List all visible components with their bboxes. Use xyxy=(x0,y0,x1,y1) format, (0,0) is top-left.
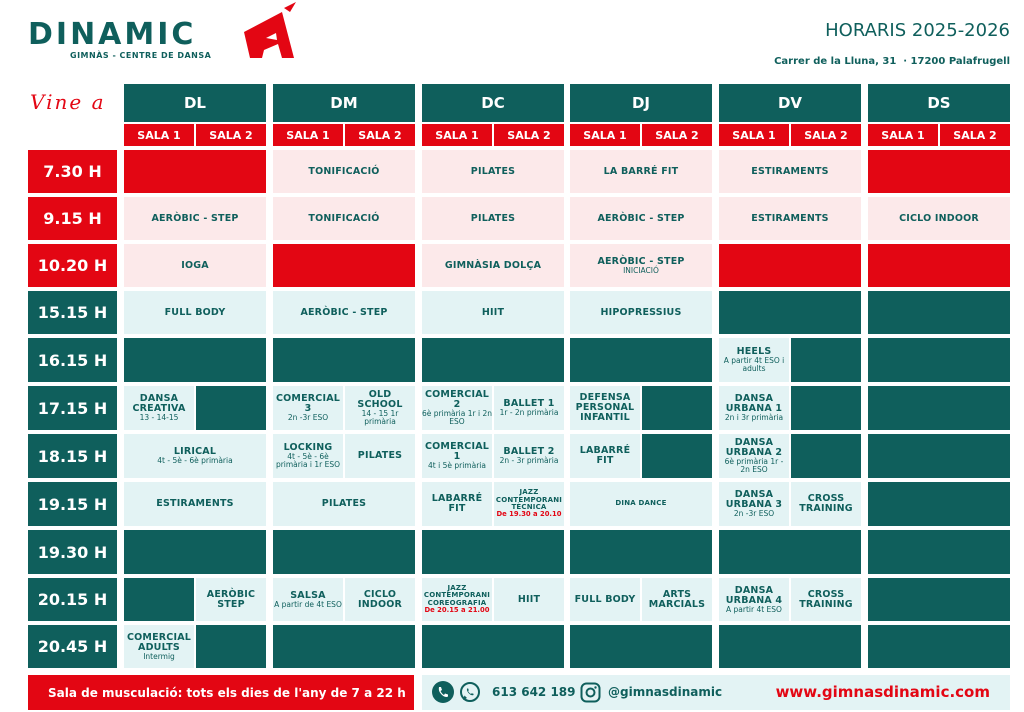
class-slot: LA BARRÉ FIT xyxy=(570,150,712,193)
empty-slot xyxy=(868,434,1010,478)
sala-header: SALA 2 xyxy=(494,124,564,146)
class-slot: AERÒBIC STEP xyxy=(196,578,266,621)
class-slot: LOCKING 4t - 5è - 6è primària i 1r ESO xyxy=(273,434,343,478)
day-header-dm: DM xyxy=(273,84,415,122)
class-slot: ESTIRAMENTS xyxy=(719,150,861,193)
class-slot: AERÒBIC - STEP xyxy=(570,197,712,240)
class-slot: PILATES xyxy=(273,482,415,526)
class-slot: LIRICAL 4t - 5è - 6è primària xyxy=(124,434,266,478)
class-slot: PILATES xyxy=(422,150,564,193)
sala-header: SALA 2 xyxy=(791,124,861,146)
empty-slot xyxy=(868,386,1010,430)
empty-slot xyxy=(124,578,194,621)
logo-subtitle: GIMNÀS - CENTRE DE DANSA xyxy=(70,51,212,60)
empty-slot xyxy=(868,150,1010,193)
sala-header: SALA 1 xyxy=(719,124,789,146)
class-slot: DANSA URBANA 3 2n -3r ESO xyxy=(719,482,789,526)
gym-notice-text: Sala de musculació: tots els dies de l'any de 7 a 22 h xyxy=(48,685,406,700)
empty-slot xyxy=(791,338,861,382)
class-slot: JAZZ CONTEMPORANI TÈCNICA De 19.30 a 20.10 xyxy=(494,482,564,526)
class-slot: COMERCIAL ADULTS Intermig xyxy=(124,625,194,668)
instagram-icon xyxy=(580,682,601,703)
class-slot: CICLO INDOOR xyxy=(868,197,1010,240)
empty-slot xyxy=(868,338,1010,382)
class-slot: HIPOPRESSIUS xyxy=(570,291,712,334)
class-slot: CROSS TRAINING xyxy=(791,578,861,621)
sala-header: SALA 1 xyxy=(868,124,938,146)
empty-slot xyxy=(868,244,1010,287)
time-label: 19.30 H xyxy=(28,530,117,574)
sala-header: SALA 1 xyxy=(273,124,343,146)
empty-slot xyxy=(196,625,266,668)
time-label: 15.15 H xyxy=(28,291,117,334)
empty-slot xyxy=(791,386,861,430)
day-header-dj: DJ xyxy=(570,84,712,122)
class-slot: DEFENSA PERSONAL INFANTIL xyxy=(570,386,640,430)
class-slot: DINA DANCE xyxy=(570,482,712,526)
empty-slot xyxy=(868,625,1010,668)
class-slot: FULL BODY xyxy=(124,291,266,334)
sala-header: SALA 2 xyxy=(196,124,266,146)
class-slot: PILATES xyxy=(422,197,564,240)
page-title: HORARIS 2025-2026 xyxy=(825,20,1010,41)
class-slot: TONIFICACIÓ xyxy=(273,197,415,240)
class-slot: SALSA A partir de 4t ESO xyxy=(273,578,343,621)
phone-number[interactable]: 613 642 189 xyxy=(492,685,576,699)
class-slot: LABARRÉ FIT xyxy=(570,434,640,478)
address: Carrer de la Lluna, 31 · 17200 Palafrugell xyxy=(774,56,1010,67)
class-slot: JAZZ CONTEMPORANI COREOGRAFIA De 20.15 a 21.00 xyxy=(422,578,492,621)
class-slot: GIMNÀSIA DOLÇA xyxy=(422,244,564,287)
brand-mark-icon xyxy=(238,2,302,62)
sala-header: SALA 2 xyxy=(642,124,712,146)
empty-slot xyxy=(868,291,1010,334)
class-slot: COMERCIAL 1 4t i 5è primària xyxy=(422,434,492,478)
class-slot: COMERCIAL 3 2n -3r ESO xyxy=(273,386,343,430)
time-label: 9.15 H xyxy=(28,197,117,240)
sala-header: SALA 1 xyxy=(124,124,194,146)
class-slot: LABARRÉ FIT xyxy=(422,482,492,526)
empty-slot xyxy=(422,530,564,574)
sala-header: SALA 2 xyxy=(345,124,415,146)
class-slot: HIIT xyxy=(422,291,564,334)
empty-slot xyxy=(422,625,564,668)
brand-logo xyxy=(28,18,268,68)
class-slot: DANSA URBANA 1 2n i 3r primària xyxy=(719,386,789,430)
empty-slot xyxy=(868,530,1010,574)
phone-icon xyxy=(432,681,454,703)
class-slot: TONIFICACIÓ xyxy=(273,150,415,193)
time-label: 16.15 H xyxy=(28,338,117,382)
class-slot: ARTS MARCIALS xyxy=(642,578,712,621)
class-slot: DANSA URBANA 2 6è primària 1r - 2n ESO xyxy=(719,434,789,478)
empty-slot xyxy=(196,386,266,430)
time-label: 20.45 H xyxy=(28,625,117,668)
class-slot: HEELS A partir 4t ESO i adults xyxy=(719,338,789,382)
empty-slot xyxy=(570,338,712,382)
day-header-dv: DV xyxy=(719,84,861,122)
contact-bar xyxy=(422,675,1010,710)
empty-slot xyxy=(273,530,415,574)
class-slot: BALLET 1 1r - 2n primària xyxy=(494,386,564,430)
empty-slot xyxy=(719,625,861,668)
empty-slot xyxy=(422,338,564,382)
empty-slot xyxy=(791,434,861,478)
class-slot: ESTIRAMENTS xyxy=(124,482,266,526)
empty-slot xyxy=(124,150,266,193)
empty-slot xyxy=(124,338,266,382)
class-slot: FULL BODY xyxy=(570,578,640,621)
tagline: Vine a xyxy=(30,90,106,114)
class-slot: OLD SCHOOL 14 - 15 1r primària xyxy=(345,386,415,430)
class-slot: CROSS TRAINING xyxy=(791,482,861,526)
class-slot: IOGA xyxy=(124,244,266,287)
class-slot: AERÒBIC - STEP xyxy=(124,197,266,240)
time-label: 7.30 H xyxy=(28,150,117,193)
class-slot: AERÒBIC - STEP xyxy=(273,291,415,334)
time-label: 18.15 H xyxy=(28,434,117,478)
time-label: 20.15 H xyxy=(28,578,117,621)
class-slot: COMERCIAL 2 6è primària 1r i 2n ESO xyxy=(422,386,492,430)
class-slot: DANSA URBANA 4 A partir 4t ESO xyxy=(719,578,789,621)
day-header-dc: DC xyxy=(422,84,564,122)
empty-slot xyxy=(719,530,861,574)
sala-header: SALA 2 xyxy=(940,124,1010,146)
empty-slot xyxy=(719,291,861,334)
class-slot: AERÒBIC - STEP INICIACIÓ xyxy=(570,244,712,287)
class-slot: HIIT xyxy=(494,578,564,621)
empty-slot xyxy=(868,482,1010,526)
empty-slot xyxy=(570,625,712,668)
empty-slot xyxy=(124,530,266,574)
class-slot: CICLO INDOOR xyxy=(345,578,415,621)
empty-slot xyxy=(273,625,415,668)
sala-header: SALA 1 xyxy=(422,124,492,146)
class-slot: DANSA CREATIVA 13 - 14-15 xyxy=(124,386,194,430)
class-slot: BALLET 2 2n - 3r primària xyxy=(494,434,564,478)
whatsapp-icon xyxy=(459,681,481,703)
time-label: 19.15 H xyxy=(28,482,117,526)
class-slot: ESTIRAMENTS xyxy=(719,197,861,240)
empty-slot xyxy=(642,434,712,478)
gym-notice-banner xyxy=(28,675,414,710)
day-header-ds: DS xyxy=(868,84,1010,122)
day-header-dl: DL xyxy=(124,84,266,122)
empty-slot xyxy=(642,386,712,430)
logo-text: DINAMIC xyxy=(28,17,197,52)
empty-slot xyxy=(570,530,712,574)
empty-slot xyxy=(868,578,1010,621)
empty-slot xyxy=(273,244,415,287)
time-label: 10.20 H xyxy=(28,244,117,287)
empty-slot xyxy=(719,244,861,287)
sala-header: SALA 1 xyxy=(570,124,640,146)
time-label: 17.15 H xyxy=(28,386,117,430)
class-slot: PILATES xyxy=(345,434,415,478)
website-link[interactable]: www.gimnasdinamic.com xyxy=(775,683,990,701)
empty-slot xyxy=(273,338,415,382)
instagram-handle[interactable]: @gimnasdinamic xyxy=(608,685,723,699)
